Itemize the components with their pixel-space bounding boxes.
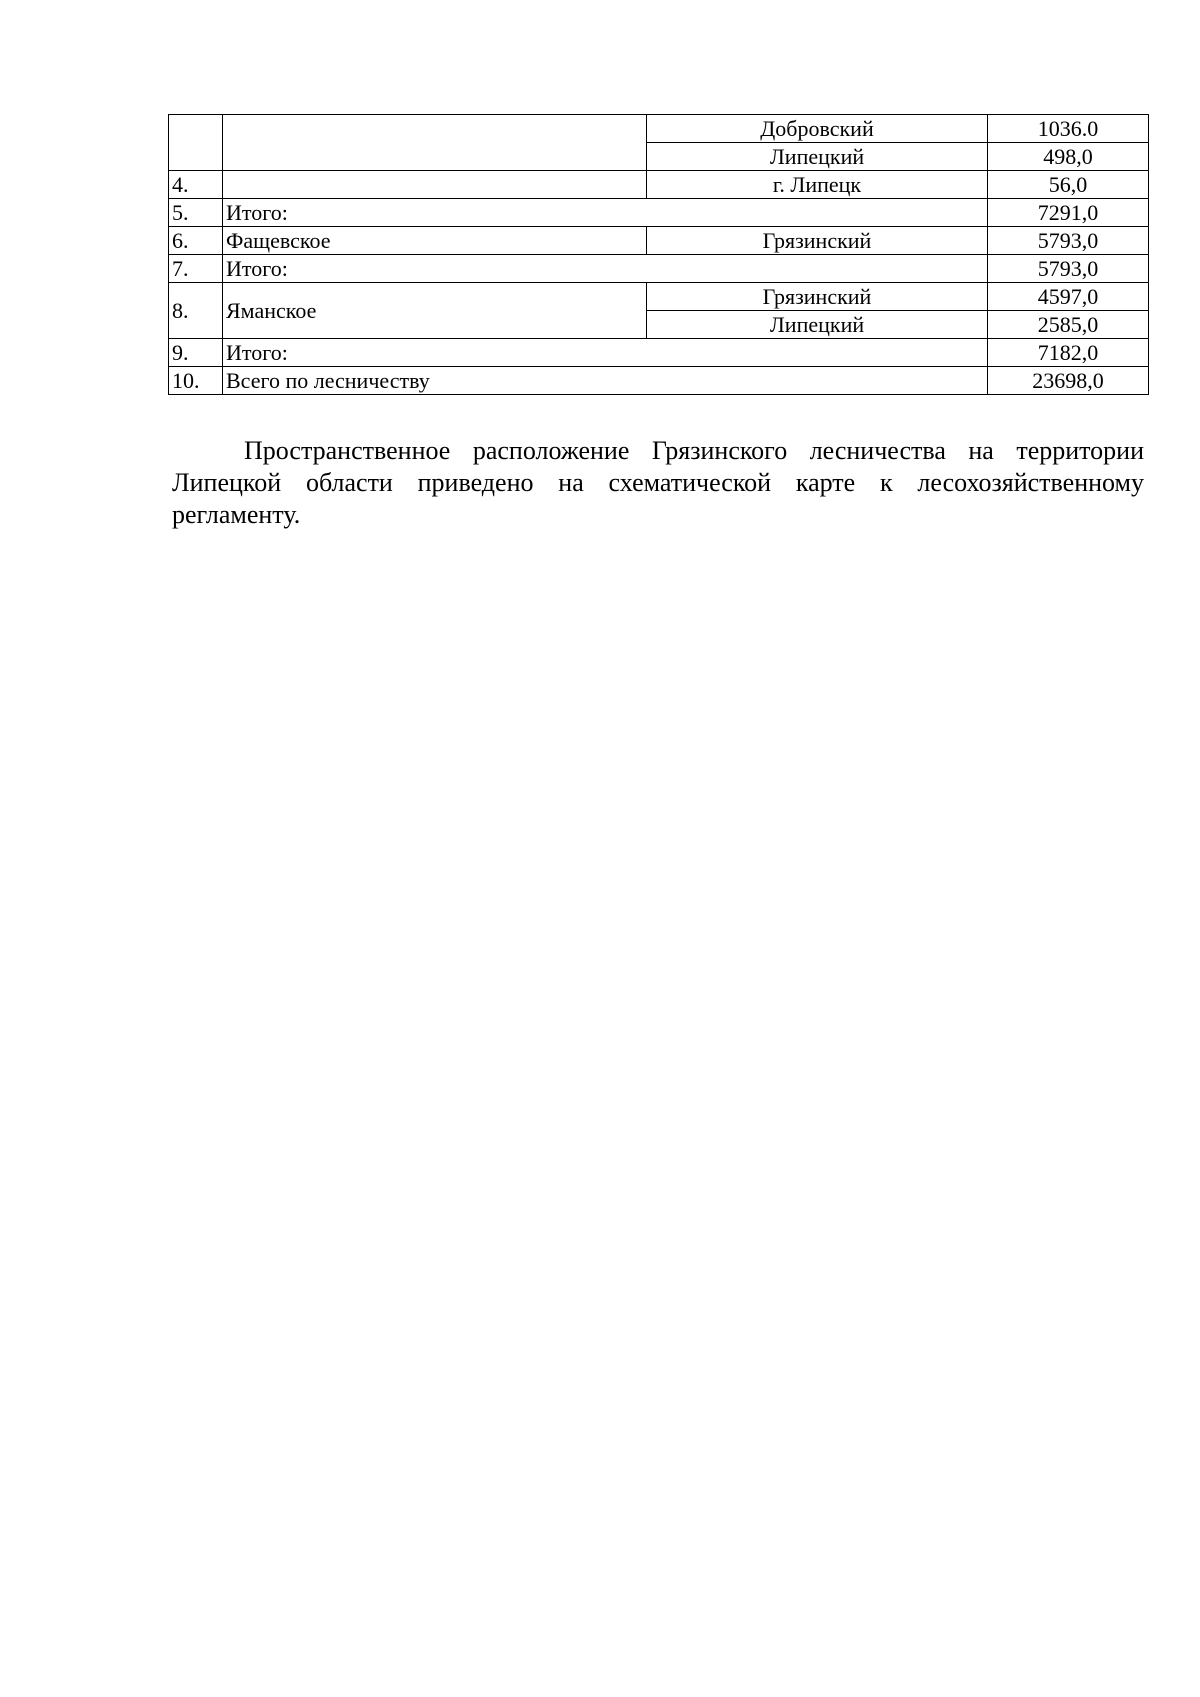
- subtotal-label: Итого:: [223, 199, 988, 227]
- district-name: Грязинский: [647, 227, 988, 255]
- row-number: 10.: [169, 367, 223, 395]
- forest-name: [223, 115, 647, 171]
- body-paragraph: Пространственное расположение Грязинского лесничества на территории Липецкой области приведено на схематической карте к лесохозяйственному регламенту.: [172, 436, 1144, 529]
- forest-name: Фащевское: [223, 227, 647, 255]
- row-number: 8.: [169, 283, 223, 339]
- district-name: Добровский: [647, 115, 988, 143]
- area-value: 7182,0: [988, 339, 1149, 367]
- forest-name: Яманское: [223, 283, 647, 339]
- row-number: 6.: [169, 227, 223, 255]
- subtotal-row: [169, 339, 1149, 367]
- row-number: 9.: [169, 339, 223, 367]
- table-row: [169, 115, 1149, 143]
- table-row: [169, 171, 1149, 199]
- area-value: 56,0: [988, 171, 1149, 199]
- row-number: 7.: [169, 255, 223, 283]
- row-number: [169, 115, 223, 171]
- area-value: 1036.0: [988, 115, 1149, 143]
- total-label: Всего по лесничеству: [223, 367, 988, 395]
- table-row: [169, 227, 1149, 255]
- row-number: 5.: [169, 199, 223, 227]
- area-value: 498,0: [988, 143, 1149, 171]
- area-value: 5793,0: [988, 227, 1149, 255]
- row-number: 4.: [169, 171, 223, 199]
- forestry-district-table: [168, 114, 1149, 395]
- subtotal-row: [169, 255, 1149, 283]
- district-name: Липецкий: [647, 143, 988, 171]
- district-name: г. Липецк: [647, 171, 988, 199]
- subtotal-row: [169, 199, 1149, 227]
- forest-name: [223, 171, 647, 199]
- district-name: Грязинский: [647, 283, 988, 311]
- total-row: [169, 367, 1149, 395]
- area-value: 5793,0: [988, 255, 1149, 283]
- area-value: 2585,0: [988, 311, 1149, 339]
- subtotal-label: Итого:: [223, 339, 988, 367]
- area-value: 4597,0: [988, 283, 1149, 311]
- area-value: 7291,0: [988, 199, 1149, 227]
- area-value: 23698,0: [988, 367, 1149, 395]
- table-row: [169, 283, 1149, 311]
- district-name: Липецкий: [647, 311, 988, 339]
- subtotal-label: Итого:: [223, 255, 988, 283]
